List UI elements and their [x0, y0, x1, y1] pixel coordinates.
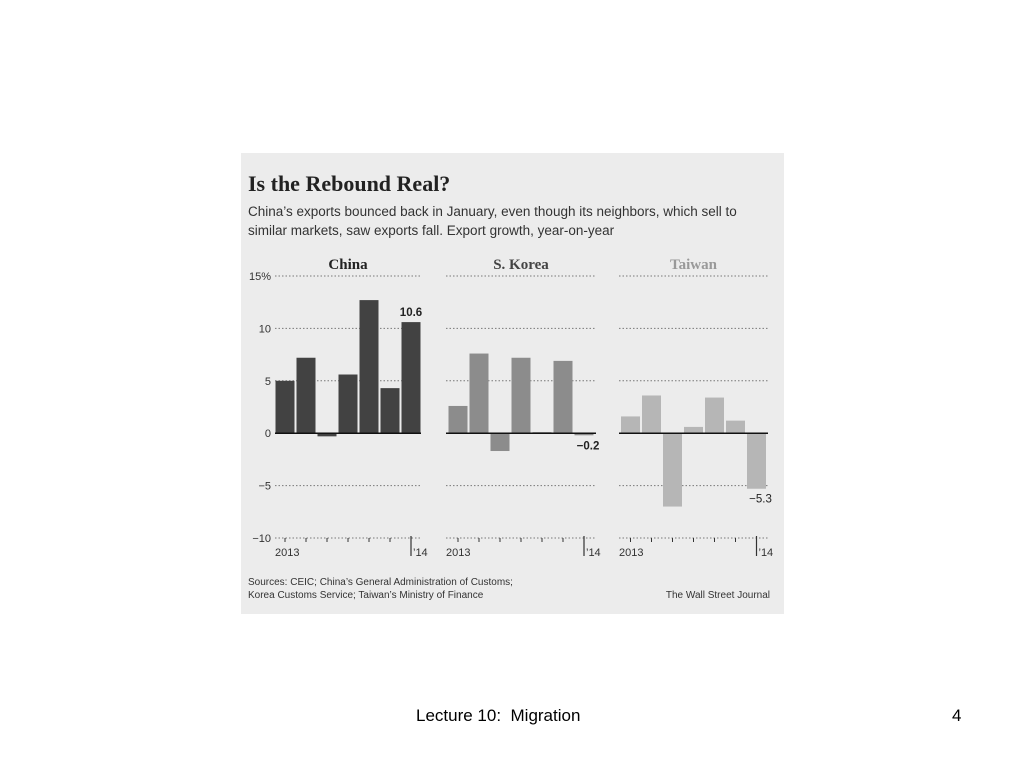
x-tick-label: ’14	[758, 547, 774, 559]
bar	[402, 322, 421, 433]
chart-subtitle: China’s exports bounced back in January, even though its neighbors, which sell to similar markets, saw exports fall. Export growth, year-on-year	[248, 204, 737, 238]
bar	[381, 388, 400, 433]
slide-footer-title: Lecture 10: Migration	[416, 706, 581, 725]
panel-title: S. Korea	[493, 257, 549, 273]
bar	[621, 416, 640, 433]
y-tick-label: 15%	[248, 271, 271, 283]
y-tick-label: 10	[258, 323, 271, 336]
y-tick-label: −5	[258, 480, 271, 493]
bar	[276, 381, 295, 433]
x-tick-label: ’14	[413, 547, 428, 559]
data-label: −5.3	[749, 493, 772, 506]
data-label: −0.2	[576, 440, 600, 453]
bar	[339, 375, 358, 434]
chart-source	[248, 576, 513, 602]
slide-page-number: 4	[952, 706, 962, 725]
x-tick-label: 2013	[446, 547, 471, 559]
bar	[297, 358, 316, 433]
source-line: Sources: CEIC; China’s General Administration of Customs;	[248, 577, 513, 588]
y-tick-label: 0	[264, 428, 271, 441]
chart-title: Is the Rebound Real?	[248, 171, 451, 196]
y-tick-label: −10	[252, 533, 271, 545]
bar	[470, 354, 489, 434]
bar	[491, 433, 510, 451]
panel-title: Taiwan	[670, 257, 717, 273]
y-tick-label: 5	[264, 375, 271, 388]
bar	[360, 300, 379, 433]
chart-plot	[241, 153, 784, 573]
source-line: Korea Customs Service; Taiwan’s Ministry of Finance	[248, 590, 484, 601]
chart-credit: The Wall Street Journal	[665, 590, 770, 601]
x-tick-label: 2013	[275, 547, 300, 559]
x-tick-label: 2013	[619, 547, 644, 559]
bar	[554, 361, 573, 433]
x-tick-label: ’14	[586, 547, 601, 559]
panel-title: China	[328, 257, 368, 273]
bar	[642, 395, 661, 433]
bar	[512, 358, 531, 433]
bar	[684, 427, 703, 433]
data-label: 10.6	[399, 307, 423, 320]
chart-figure	[241, 153, 784, 614]
bar	[726, 421, 745, 434]
bar	[663, 433, 682, 506]
bar	[449, 406, 468, 433]
bar	[747, 433, 766, 489]
bar	[705, 398, 724, 434]
